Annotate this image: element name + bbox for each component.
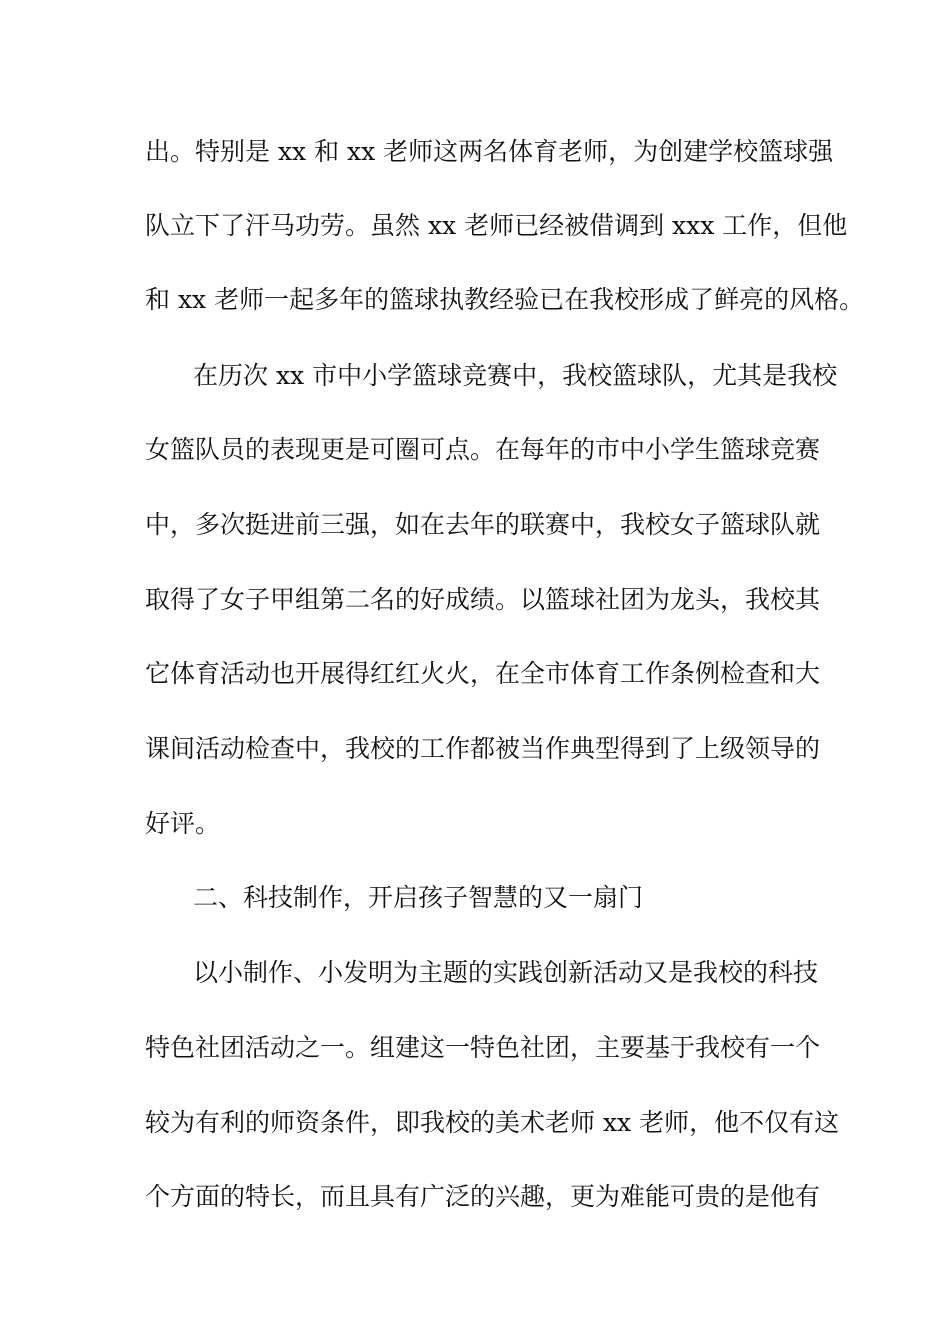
paragraph-line: 好评。 bbox=[145, 809, 221, 838]
paragraph-line: 和 xx 老师一起多年的篮球执教经验已在我校形成了鲜亮的风格。 bbox=[145, 285, 865, 314]
paragraph-line: 中，多次挺进前三强，如在去年的联赛中，我校女子篮球队就 bbox=[145, 510, 821, 539]
paragraph-line: 以小制作、小发明为主题的实践创新活动又是我校的科技 bbox=[193, 958, 819, 987]
paragraph-line: 取得了女子甲组第二名的好成绩。以篮球社团为龙头，我校其 bbox=[145, 585, 821, 614]
paragraph-line: 特色社团活动之一。组建这一特色社团，主要基于我校有一个 bbox=[145, 1033, 821, 1062]
paragraph-line: 课间活动检查中，我校的工作都被当作典型得到了上级领导的 bbox=[145, 734, 821, 763]
paragraph-line: 女篮队员的表现更是可圈可点。在每年的市中小学生篮球竞赛 bbox=[145, 435, 821, 464]
paragraph-line: 出。特别是 xx 和 xx 老师这两名体育老师，为创建学校篮球强 bbox=[145, 137, 834, 166]
paragraph-line: 在历次 xx 市中小学篮球竞赛中，我校篮球队，尤其是我校 bbox=[193, 361, 838, 390]
paragraph-line: 较为有利的师资条件，即我校的美术老师 xx 老师，他不仅有这 bbox=[145, 1108, 840, 1137]
section-heading: 二、科技制作，开启孩子智慧的又一扇门 bbox=[193, 883, 644, 912]
paragraph-line: 个方面的特长，而且具有广泛的兴趣，更为难能可贵的是他有 bbox=[145, 1182, 821, 1211]
paragraph-line: 它体育活动也开展得红红火火，在全市体育工作条例检查和大 bbox=[145, 659, 821, 688]
paragraph-line: 队立下了汗马功劳。虽然 xx 老师已经被借调到 xxx 工作，但他 bbox=[145, 211, 848, 240]
